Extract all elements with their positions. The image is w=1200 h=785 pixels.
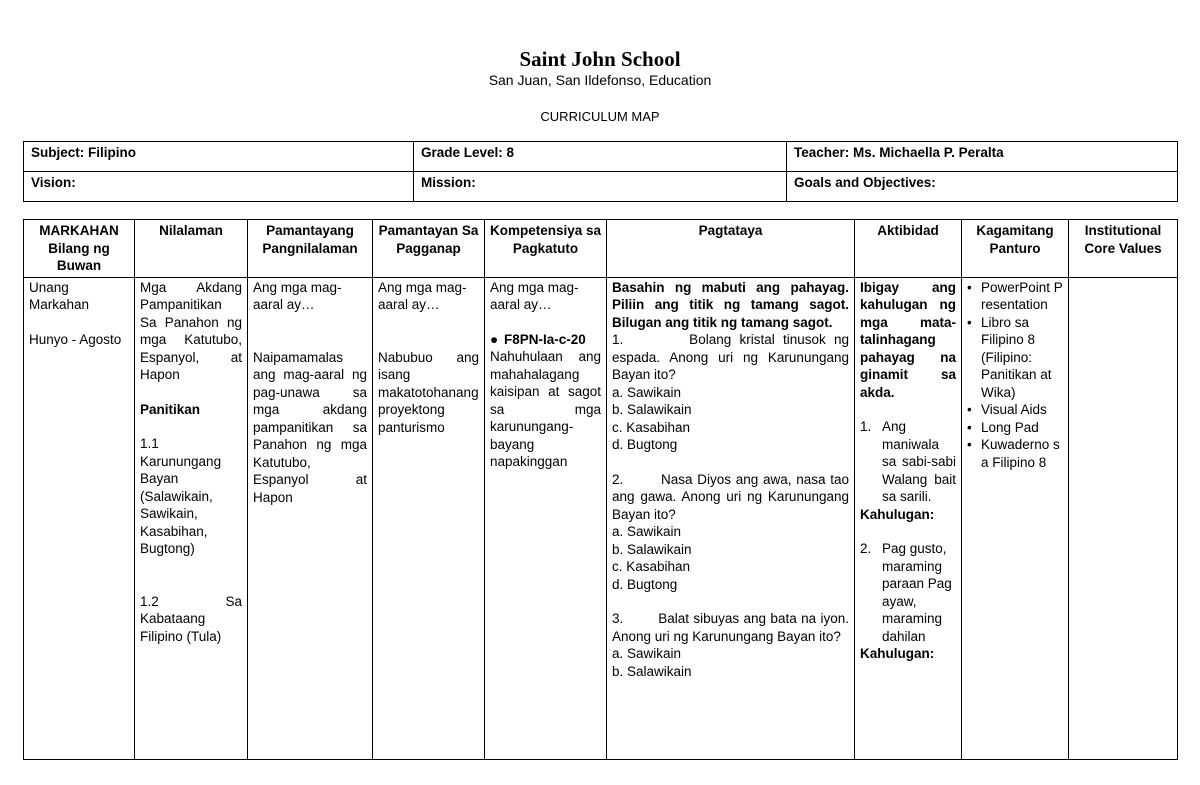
q3-choice: b. Salawikain bbox=[612, 663, 692, 679]
aktibidad-instruction: Ibigay ang kahulugan ng mga mata-talinhagang pahayag na ginamit sa akda. bbox=[860, 279, 956, 400]
kompetensiya-code: F8PN-Ia-c-20 bbox=[504, 331, 586, 347]
kagamitan-item: Libro sa Filipino 8 (Filipino: Panitikan at Wika) bbox=[981, 314, 1052, 400]
nilalaman-cell bbox=[135, 277, 248, 759]
bullet-icon: • bbox=[967, 279, 972, 295]
panitikan-heading: Panitikan bbox=[140, 401, 201, 417]
pagganap-intro: Ang mga mag-aaral ay… bbox=[378, 279, 467, 312]
core-values-cell bbox=[1069, 277, 1178, 759]
q1-choice: a. Sawikain bbox=[612, 384, 682, 400]
pangnilalaman-intro: Ang mga mag-aaral ay… bbox=[253, 279, 342, 312]
aktibidad-item-2: Pag gusto, maraming paraan Pag ayaw, maraming dahilan bbox=[882, 541, 952, 644]
bullet-icon: ● bbox=[490, 331, 499, 347]
bullet-icon: • bbox=[967, 402, 972, 417]
pangnilalaman-body: Naipamamalas ang mag-aaral ng pag-unawa sa mga akdang pampanitikan sa Panahon ng mga Katutubo, Espanyol at Hapon bbox=[253, 349, 367, 505]
aktibidad-cell bbox=[855, 277, 962, 759]
akt-number: 1. bbox=[860, 419, 872, 434]
bullet-icon: • bbox=[967, 419, 972, 435]
kagamitan-item: PowerPoint Presentation bbox=[981, 279, 1063, 312]
teacher-cell: Teacher: Ms. Michaella P. Peralta bbox=[787, 142, 1178, 172]
kagamitan-item: Kuwaderno sa Filipino 8 bbox=[981, 437, 1060, 470]
school-address: San Juan, San Ildefonso, Education bbox=[488, 72, 712, 88]
nilalaman-item-2: 1.2 Sa Kabataang Filipino (Tula) bbox=[140, 593, 242, 644]
bullet-icon: • bbox=[967, 314, 972, 330]
question-2: 2. Nasa Diyos ang awa, nasa tao ang gawa. Anong uri ng Karunungang Bayan ito? bbox=[612, 471, 853, 522]
kagamitan-item: Long Pad bbox=[981, 419, 1039, 435]
q3-choice: a. Sawikain bbox=[612, 646, 682, 661]
question-1: 1. Bolang kristal tinusok ng espada. Anong uri ng Karunungang Bayan ito? bbox=[612, 332, 853, 382]
grade-level-cell: Grade Level: 8 bbox=[414, 142, 787, 172]
goals-cell: Goals and Objectives: bbox=[787, 172, 1178, 202]
buwan-text: Hunyo - Agosto bbox=[29, 331, 122, 347]
markahan-cell bbox=[24, 277, 135, 759]
document-title: CURRICULUM MAP bbox=[540, 109, 660, 124]
q1-choice: c. Kasabihan bbox=[612, 419, 691, 435]
akt-number: 2. bbox=[860, 541, 872, 556]
pangnilalaman-cell bbox=[248, 277, 373, 759]
vision-cell: Vision: bbox=[24, 172, 414, 202]
subject-cell: Subject: Filipino bbox=[24, 142, 414, 172]
kompetensiya-intro: Ang mga mag-aaral ay… bbox=[490, 279, 579, 312]
q1-choice: b. Salawikain bbox=[612, 402, 692, 417]
col-header-pagganap: Pamantayan Sa Pagganap bbox=[373, 220, 485, 278]
col-header-aktibidad: Aktibidad bbox=[855, 220, 962, 278]
pagtataya-instruction: Basahin ng mabuti ang pahayag. Piliin ang titik ng tamang sagot. Bilugan ang titik ng tamang sagot. bbox=[612, 279, 849, 330]
pagganap-body: Nabubuo ang isang makatotohanang proyektong panturismo bbox=[378, 349, 479, 435]
q2-choice: d. Bugtong bbox=[612, 576, 678, 592]
q1-choice: d. Bugtong bbox=[612, 437, 678, 452]
q2-choice: b. Salawikain bbox=[612, 541, 692, 557]
curriculum-table bbox=[23, 219, 1178, 760]
question-3: 3. Balat sibuyas ang bata na iyon. Anong uri ng Karunungang Bayan ito? bbox=[612, 611, 853, 644]
mission-cell: Mission: bbox=[414, 172, 787, 202]
markahan-text: Unang Markahan bbox=[29, 279, 90, 312]
col-header-nilalaman: Nilalaman bbox=[135, 220, 248, 278]
kahulugan-label: Kahulugan: bbox=[860, 646, 935, 661]
q2-choice: a. Sawikain bbox=[612, 524, 682, 539]
kagamitan-cell bbox=[962, 277, 1069, 759]
info-table bbox=[23, 141, 1178, 202]
nilalaman-intro: Mga Akdang Pampanitikan Sa Panahon ng mga Katutubo, Espanyol, at Hapon bbox=[140, 279, 242, 382]
kagamitan-item: Visual Aids bbox=[981, 402, 1047, 417]
bullet-icon: • bbox=[967, 437, 972, 452]
pagganap-cell bbox=[373, 277, 485, 759]
col-header-kagamitan: Kagamitang Panturo bbox=[962, 220, 1069, 278]
kompetensiya-cell bbox=[485, 277, 607, 759]
pagtataya-cell bbox=[607, 277, 855, 759]
header-row bbox=[24, 220, 1178, 278]
kahulugan-label: Kahulugan: bbox=[860, 506, 935, 522]
col-header-markahan: MARKAHAN Bilang ng Buwan bbox=[24, 220, 135, 278]
table-row bbox=[24, 277, 1178, 759]
school-name: Saint John School bbox=[519, 47, 681, 71]
aktibidad-item-1: Ang maniwala sa sabi-sabi Walang bait sa sarili. bbox=[882, 419, 956, 504]
col-header-core-values: Institutional Core Values bbox=[1069, 220, 1178, 278]
q2-choice: c. Kasabihan bbox=[612, 559, 691, 574]
col-header-kompetensiya: Kompetensiya sa Pagkatuto bbox=[485, 220, 607, 278]
col-header-pagtataya: Pagtataya bbox=[607, 220, 855, 278]
col-header-pangnilalaman: Pamantayang Pangnilalaman bbox=[248, 220, 373, 278]
nilalaman-item-1: 1.1 Karunungang Bayan (Salawikain, Sawikain, Kasabihan, Bugtong) bbox=[140, 436, 222, 556]
kompetensiya-body: Nahuhulaan ang mahahalagang kaisipan at sagot sa mga karunungang-bayang napakinggan bbox=[490, 349, 601, 469]
